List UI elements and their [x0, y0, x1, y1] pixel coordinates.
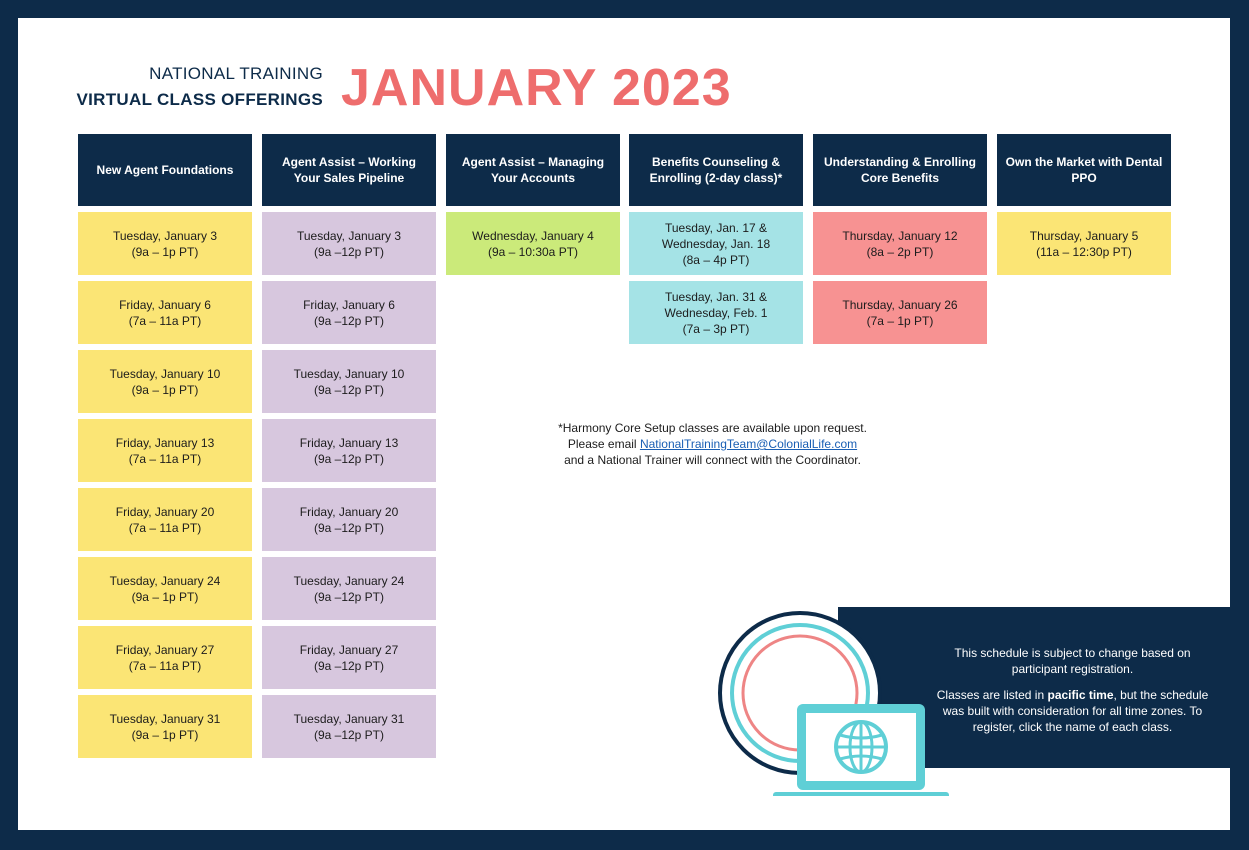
session-time: (9a –12p PT) [313, 727, 385, 742]
session-date: Tuesday, January 3 [112, 228, 218, 243]
session-cell [78, 695, 252, 758]
session-cell [997, 212, 1171, 275]
session-time: (7a – 1p PT) [866, 313, 934, 328]
session-date: Tuesday, January 10 [109, 366, 221, 381]
email-link[interactable]: NationalTrainingTeam@ColonialLife.com [639, 437, 858, 451]
class-title-link[interactable]: Understanding & Enrolling Core Benefits [813, 134, 987, 206]
note-line3: and a National Trainer will connect with the Coordinator. [564, 453, 861, 467]
session-date: Tuesday, January 31 [293, 711, 405, 726]
session-time: (9a –12p PT) [313, 382, 385, 397]
session-time: (9a –12p PT) [313, 451, 385, 466]
session-date: Friday, January 27 [299, 642, 399, 657]
session-cell [78, 350, 252, 413]
session-time: (9a – 1p PT) [131, 589, 199, 604]
session-time: (9a –12p PT) [313, 520, 385, 535]
column-dental-ppo [997, 134, 1171, 275]
session-cell [262, 626, 436, 689]
footer-notice [935, 645, 1210, 735]
session-date: Tuesday, January 24 [109, 573, 221, 588]
session-cell [262, 488, 436, 551]
session-date-start: Tuesday, Jan. 17 & [664, 220, 768, 235]
session-date-end: Wednesday, Feb. 1 [664, 305, 768, 320]
class-title-link[interactable]: Agent Assist – Managing Your Accounts [446, 134, 620, 206]
session-time: (7a – 11a PT) [128, 313, 202, 328]
column-agent-assist-accounts [446, 134, 620, 275]
session-cell [262, 695, 436, 758]
harmony-note [550, 420, 875, 468]
session-time: (9a – 1p PT) [131, 244, 199, 259]
session-date: Friday, January 13 [115, 435, 215, 450]
session-cell [78, 557, 252, 620]
session-date: Wednesday, January 4 [472, 228, 594, 243]
session-time: (8a – 4p PT) [682, 252, 750, 267]
session-time: (7a – 11a PT) [128, 451, 202, 466]
session-date-start: Tuesday, Jan. 31 & [664, 289, 768, 304]
header-subtitle [18, 64, 323, 111]
session-time: (9a –12p PT) [313, 244, 385, 259]
column-agent-assist-pipeline [262, 134, 436, 758]
session-cell [78, 419, 252, 482]
footer-para2 [935, 687, 1210, 735]
laptop-globe-icon [718, 596, 958, 796]
schedule-page [18, 18, 1230, 830]
note-email-prefix: Please email [567, 437, 637, 451]
session-cell [813, 212, 987, 275]
session-cell [446, 212, 620, 275]
subtitle-national-training: NATIONAL TRAINING [149, 64, 323, 83]
note-line2 [550, 436, 875, 452]
session-cell [262, 350, 436, 413]
session-date: Thursday, January 12 [842, 228, 958, 243]
footer-para1: This schedule is subject to change based on participant registration. [954, 646, 1191, 676]
session-date: Thursday, January 5 [1029, 228, 1139, 243]
session-cell [78, 626, 252, 689]
session-time: (9a – 10:30a PT) [487, 244, 579, 259]
class-title-link[interactable]: Agent Assist – Working Your Sales Pipeline [262, 134, 436, 206]
class-title-link[interactable]: Benefits Counseling & Enrolling (2-day class)* [629, 134, 803, 206]
session-time: (9a –12p PT) [313, 658, 385, 673]
footer-para2-prefix: Classes are listed in [936, 688, 1045, 702]
session-time: (9a –12p PT) [313, 313, 385, 328]
footer-para2-bold: pacific time [1047, 688, 1114, 702]
session-time: (7a – 11a PT) [128, 658, 202, 673]
column-benefits-counseling [629, 134, 803, 344]
session-date: Friday, January 20 [299, 504, 399, 519]
session-cell [629, 281, 803, 344]
session-date: Tuesday, January 31 [109, 711, 221, 726]
column-core-benefits [813, 134, 987, 344]
session-date: Friday, January 13 [299, 435, 399, 450]
session-date: Tuesday, January 10 [293, 366, 405, 381]
session-time: (8a – 2p PT) [866, 244, 934, 259]
session-time: (7a – 11a PT) [128, 520, 202, 535]
session-date-end: Wednesday, Jan. 18 [661, 236, 771, 251]
session-date: Friday, January 20 [115, 504, 215, 519]
session-time: (9a –12p PT) [313, 589, 385, 604]
session-cell [78, 488, 252, 551]
session-date: Friday, January 6 [303, 297, 395, 312]
session-cell [262, 281, 436, 344]
session-time: (7a – 3p PT) [682, 321, 750, 336]
session-time: (9a – 1p PT) [131, 382, 199, 397]
session-date: Friday, January 27 [115, 642, 215, 657]
session-date: Thursday, January 26 [842, 297, 958, 312]
subtitle-virtual-class-offerings: VIRTUAL CLASS OFFERINGS [76, 90, 323, 109]
session-cell [262, 557, 436, 620]
session-cell [262, 419, 436, 482]
session-time: (11a – 12:30p PT) [1036, 244, 1132, 259]
session-cell [78, 281, 252, 344]
class-title-link[interactable]: Own the Market with Dental PPO [997, 134, 1171, 206]
note-line1: *Harmony Core Setup classes are available upon request. [558, 421, 867, 435]
page-title: JANUARY 2023 [341, 59, 732, 117]
session-cell [813, 281, 987, 344]
session-time: (9a – 1p PT) [131, 727, 199, 742]
column-new-agent-foundations [78, 134, 252, 758]
session-cell [78, 212, 252, 275]
class-title-link[interactable]: New Agent Foundations [78, 134, 252, 206]
session-date: Tuesday, January 24 [293, 573, 405, 588]
session-date: Friday, January 6 [119, 297, 211, 312]
footer-para2-suffix: , but the schedule was built with consideration for all time zones. To register, click the name of each class. [942, 688, 1209, 734]
session-cell [262, 212, 436, 275]
session-cell [629, 212, 803, 275]
session-date: Tuesday, January 3 [296, 228, 402, 243]
